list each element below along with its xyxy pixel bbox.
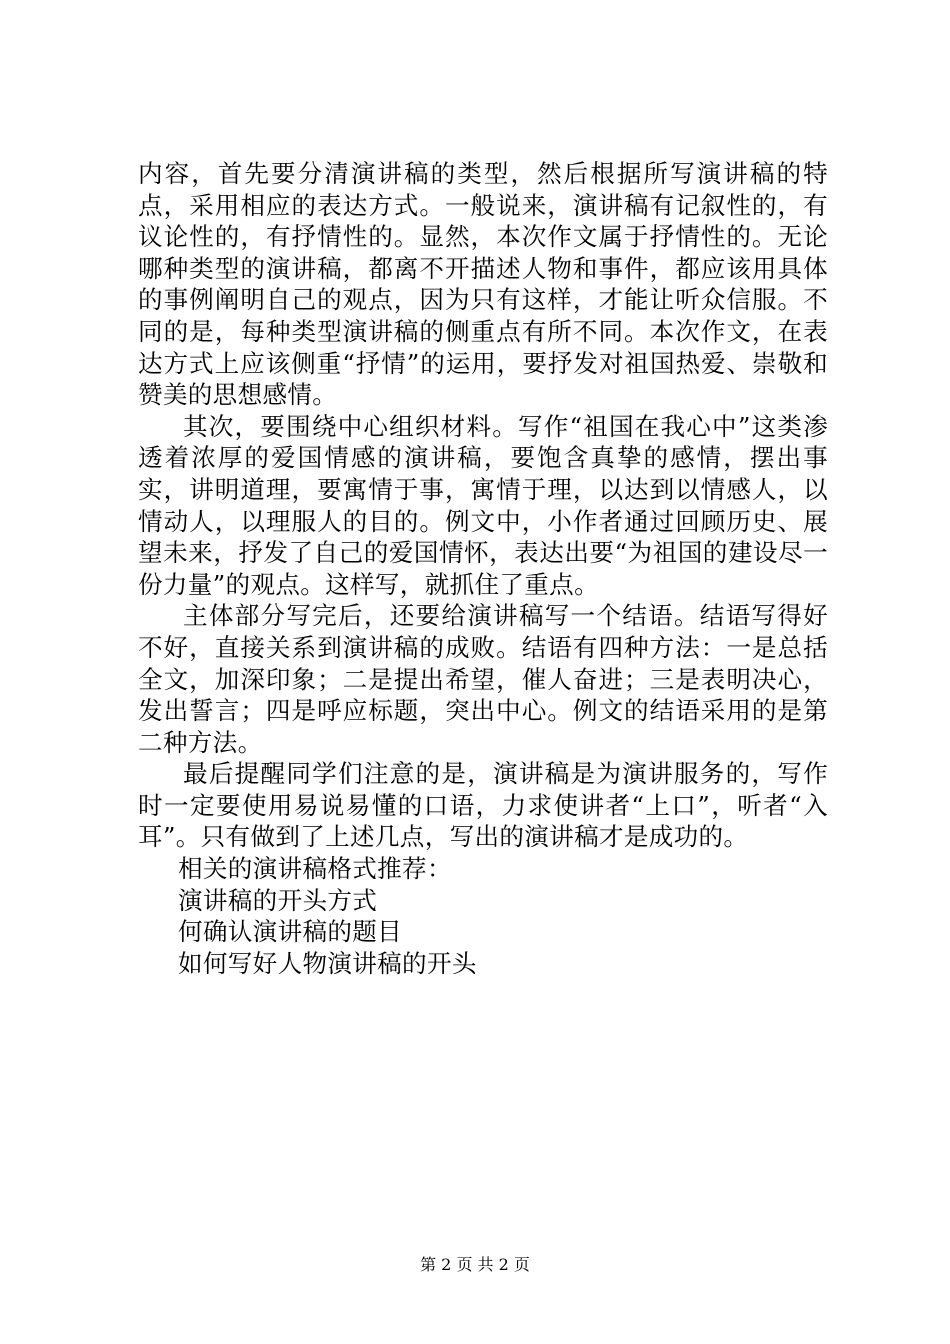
paragraph-conclusion-methods: 主体部分写完后，还要给演讲稿写一个结语。结语写得好不好，直接关系到演讲稿的成败。结语有四种方法：一是总括全文，加深印象；二是提出希望，催人奋进；三是表明决心，发出誓言；四是呼应标题，突出中心。例文的结语采用的是第二种方法。 — [138, 601, 828, 757]
related-link-opening-methods[interactable]: 演讲稿的开头方式 — [178, 885, 378, 915]
related-link-character-opening[interactable]: 如何写好人物演讲稿的开头 — [178, 948, 477, 978]
related-heading: 相关的演讲稿格式推荐： — [178, 854, 452, 884]
paragraph-material-organization: 其次，要围绕中心组织材料。写作“祖国在我心中”这类渗透着浓厚的爱国情感的演讲稿，要饱含真挚的感情，摆出事实，讲明道理，要寓情于事，寓情于理，以达到以情感人，以情动人，以理服人的目的。例文中，小作者通过回顾历史、展望未来，抒发了自己的爱国情怀，表达出要“为祖国的建设尽一份力量”的观点。这样写，就抓住了重点。 — [138, 411, 828, 599]
document-body — [138, 158, 828, 979]
page-footer: 第 2 页 共 2 页 — [420, 1255, 530, 1274]
related-link-confirm-title[interactable]: 何确认演讲稿的题目 — [178, 917, 403, 947]
paragraph-continuation: 内容，首先要分清演讲稿的类型，然后根据所写演讲稿的特点，采用相应的表达方式。一般说来，演讲稿有记叙性的，有议论性的，有抒情性的。显然，本次作文属于抒情性的。无论哪种类型的演讲稿，都离不开描述人物和事件，都应该用具体的事例阐明自己的观点，因为只有这样，才能让听众信服。不同的是，每种类型演讲稿的侧重点有所不同。本次作文，在表达方式上应该侧重“抒情”的运用，要抒发对祖国热爱、崇敬和赞美的思想感情。 — [138, 159, 828, 410]
paragraph-final-reminder: 最后提醒同学们注意的是，演讲稿是为演讲服务的，写作时一定要使用易说易懂的口语，力求使讲者“上口”，听者“入耳”。只有做到了上述几点，写出的演讲稿才是成功的。 — [138, 759, 828, 852]
